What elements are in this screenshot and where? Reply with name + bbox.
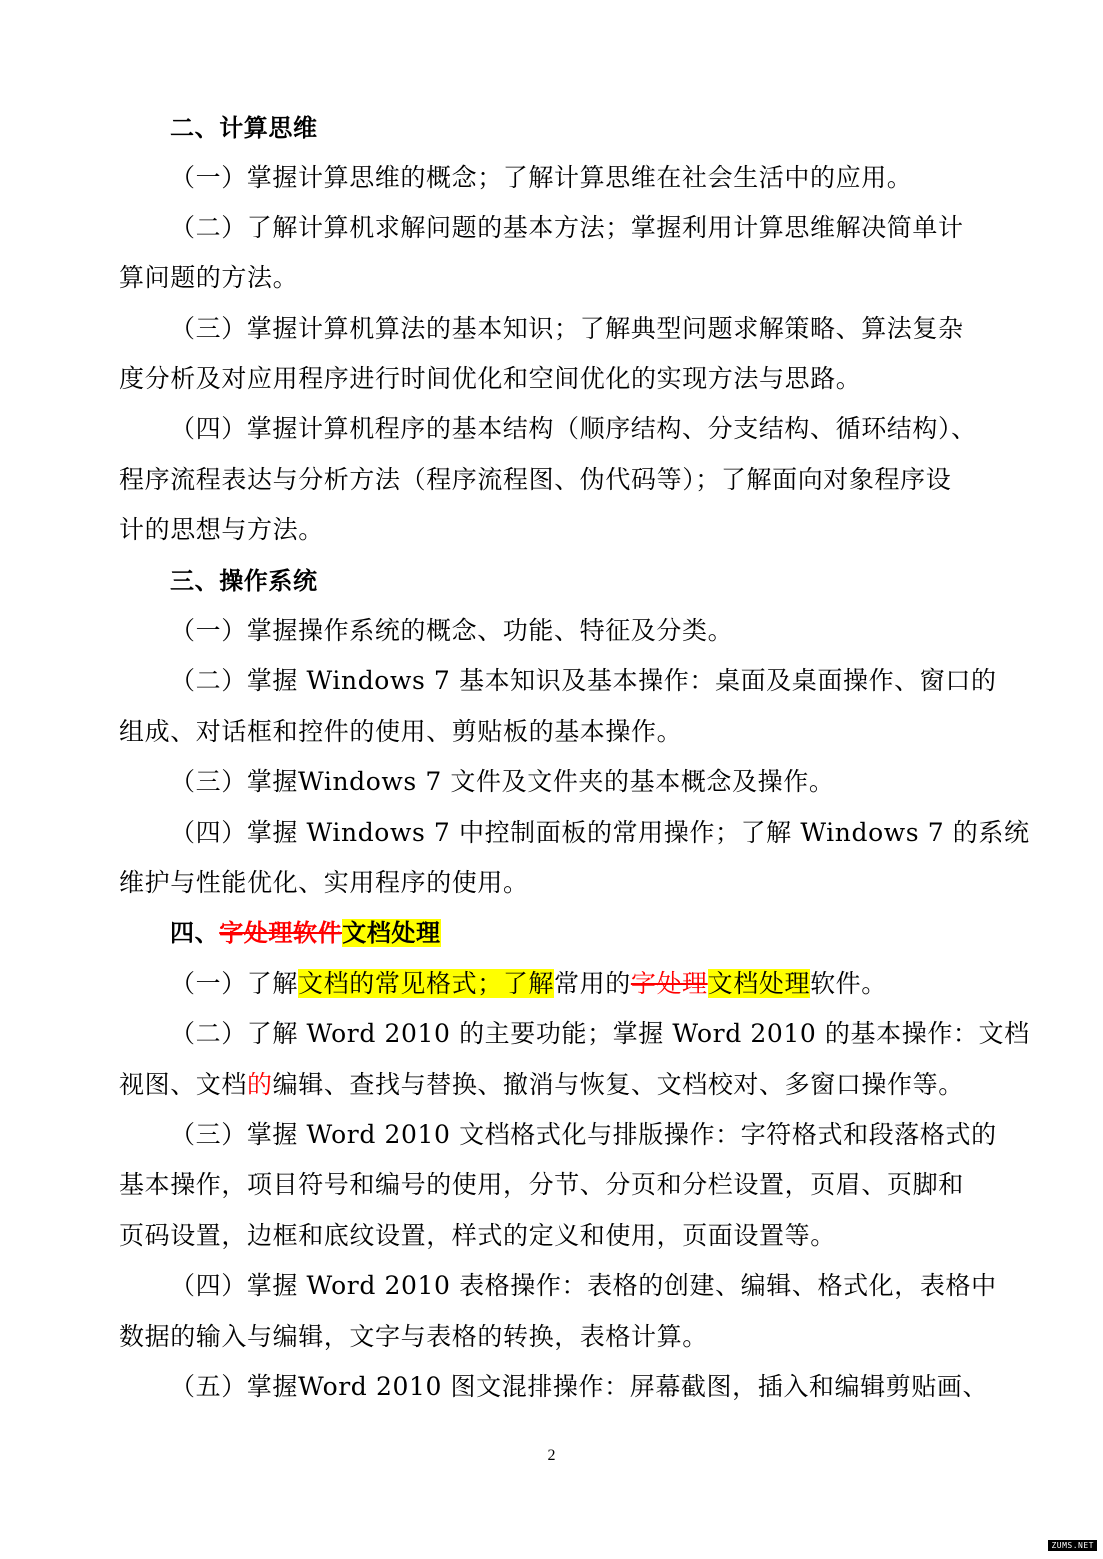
paragraph-line: 数据的输入与编辑，文字与表格的转换，表格计算。 [119, 1322, 708, 1351]
paragraph-line: 算问题的方法。 [119, 263, 299, 292]
text-run: （一）了解 [170, 969, 299, 998]
paragraph-line: （二）了解 Word 2010 的主要功能；掌握 Word 2010 的基本操作：文档 [170, 1019, 1030, 1048]
paragraph-line: （四）掌握 Windows 7 中控制面板的常用操作；了解 Windows 7 的系统 [170, 818, 1030, 847]
paragraph-line [170, 967, 990, 1001]
paragraph-line: 维护与性能优化、实用程序的使用。 [119, 868, 529, 897]
paragraph-line: （四）掌握 Word 2010 表格操作：表格的创建、编辑、格式化，表格中 [170, 1271, 997, 1300]
tracked-deletion: 字处理 [630, 969, 708, 998]
tracked-insertion: 的 [247, 1070, 273, 1099]
page-number: 2 [547, 1447, 556, 1464]
paragraph-line: （一）掌握计算思维的概念；了解计算思维在社会生活中的应用。 [170, 163, 913, 192]
section-heading-document-processing [170, 916, 990, 950]
text-run: 编辑、查找与替换、撤消与恢复、文档校对、多窗口操作等。 [272, 1070, 964, 1099]
paragraph-line: （四）掌握计算机程序的基本结构（顺序结构、分支结构、循环结构）、 [170, 414, 977, 443]
heading-prefix: 四、 [170, 919, 220, 947]
paragraph-line: （五）掌握Word 2010 图文混排操作：屏幕截图，插入和编辑剪贴画、 [170, 1372, 989, 1401]
paragraph-line: 计的思想与方法。 [119, 515, 324, 544]
paragraph-line: 页码设置，边框和底纹设置，样式的定义和使用，页面设置等。 [119, 1221, 836, 1250]
text-run: 常用的 [554, 969, 631, 998]
tracked-deletion: 字处理软件 [219, 919, 343, 947]
text-run: 视图、文档 [119, 1070, 248, 1099]
paragraph-line: （一）掌握操作系统的概念、功能、特征及分类。 [170, 616, 734, 645]
section-heading-operating-system: 三、操作系统 [170, 567, 318, 595]
tracked-insertion-highlight: 文档处理 [342, 919, 441, 947]
paragraph-line: 组成、对话框和控件的使用、剪贴板的基本操作。 [119, 717, 683, 746]
paragraph-line: 度分析及对应用程序进行时间优化和空间优化的实现方法与思路。 [119, 364, 862, 393]
section-heading-computational-thinking: 二、计算思维 [170, 114, 318, 142]
paragraph-line: 基本操作，项目符号和编号的使用，分节、分页和分栏设置，页眉、页脚和 [119, 1170, 964, 1199]
highlighted-text: 文档处理 [707, 969, 811, 998]
paragraph-line: 程序流程表达与分析方法（程序流程图、伪代码等）；了解面向对象程序设 [119, 465, 952, 494]
paragraph-line: （三）掌握Windows 7 文件及文件夹的基本概念及操作。 [170, 767, 835, 796]
paragraph-line: （三）掌握 Word 2010 文档格式化与排版操作：字符格式和段落格式的 [170, 1120, 997, 1149]
paragraph-line: （二）了解计算机求解问题的基本方法；掌握利用计算思维解决简单计 [170, 213, 964, 242]
highlighted-text: 文档的常见格式；了解 [298, 969, 555, 998]
site-watermark: ZUMS.NET [1048, 1540, 1097, 1551]
text-run: 软件。 [810, 969, 887, 998]
paragraph-line: （三）掌握计算机算法的基本知识；了解典型问题求解策略、算法复杂 [170, 314, 964, 343]
paragraph-line: （二）掌握 Windows 7 基本知识及基本操作：桌面及桌面操作、窗口的 [170, 666, 997, 695]
paragraph-line [119, 1068, 989, 1102]
